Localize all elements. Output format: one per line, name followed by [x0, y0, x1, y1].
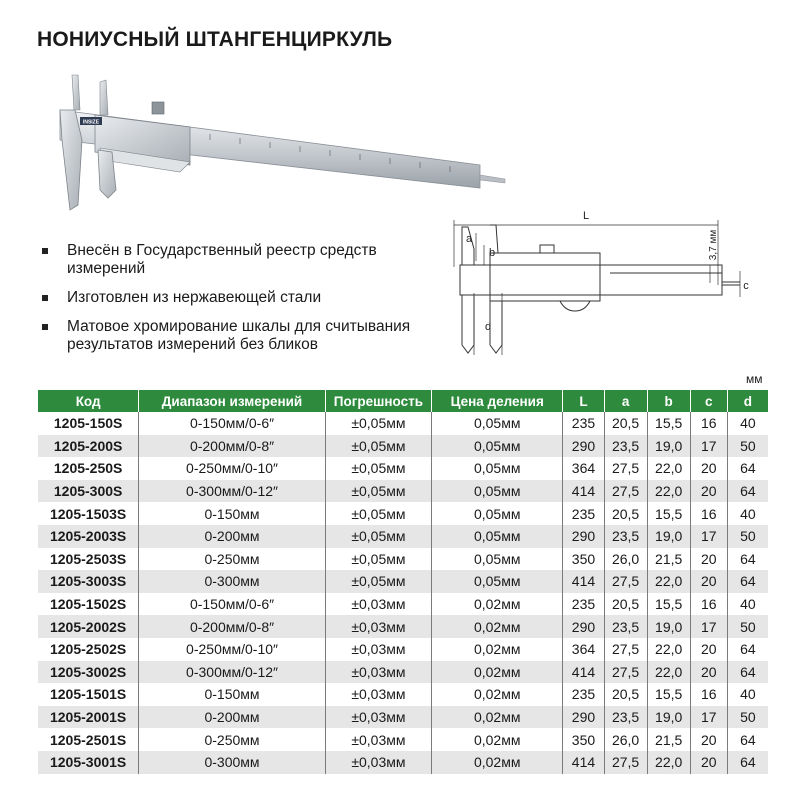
table-cell: 20 [690, 457, 727, 480]
table-cell: 0,05мм [432, 570, 563, 593]
table-cell: 20 [690, 751, 727, 774]
table-cell: 0,02мм [432, 638, 563, 661]
table-cell: 0-250мм [139, 728, 326, 751]
table-cell: ±0,05мм [325, 435, 431, 458]
table-cell: 414 [563, 751, 604, 774]
table-cell: 21,5 [647, 548, 690, 571]
table-cell: 1205-3002S [38, 661, 139, 684]
table-row [38, 435, 768, 458]
table-cell: 0-150мм [139, 683, 326, 706]
table-cell: 0,05мм [432, 502, 563, 525]
table-cell: 1205-2501S [38, 728, 139, 751]
table-row [38, 570, 768, 593]
table-cell: 235 [563, 502, 604, 525]
table-cell: 0-200мм [139, 525, 326, 548]
bullet-icon [42, 295, 48, 301]
col-header-code: Код [38, 390, 139, 412]
table-cell: ±0,03мм [325, 706, 431, 729]
table-cell: 0,05мм [432, 412, 563, 435]
table-cell: 20 [690, 661, 727, 684]
col-header-c: c [690, 390, 727, 412]
table-cell: 64 [727, 661, 768, 684]
dim-c-label: c [743, 280, 749, 292]
table-cell: 0,05мм [432, 548, 563, 571]
table-cell: ±0,05мм [325, 525, 431, 548]
table-cell: 364 [563, 638, 604, 661]
table-cell: 414 [563, 480, 604, 503]
table-cell: 20 [690, 728, 727, 751]
table-cell: 1205-3001S [38, 751, 139, 774]
table-cell: 20,5 [604, 593, 647, 616]
table-row [38, 728, 768, 751]
unit-label: мм [746, 372, 763, 386]
table-cell: 0,02мм [432, 706, 563, 729]
table-cell: 364 [563, 457, 604, 480]
table-cell: ±0,05мм [325, 548, 431, 571]
table-cell: 235 [563, 683, 604, 706]
table-cell: 64 [727, 548, 768, 571]
table-cell: 350 [563, 728, 604, 751]
dim-d-label: d [484, 321, 492, 333]
table-cell: 0-250мм/0-10″ [139, 638, 326, 661]
table-cell: 26,0 [604, 728, 647, 751]
table-cell: ±0,03мм [325, 683, 431, 706]
table-cell: 0-300мм/0-12″ [139, 661, 326, 684]
table-cell: 22,0 [647, 480, 690, 503]
feature-item: Изготовлен из нержавеющей стали [40, 289, 420, 307]
table-cell: 22,0 [647, 570, 690, 593]
table-cell: 22,0 [647, 457, 690, 480]
table-cell: 23,5 [604, 615, 647, 638]
table-cell: 1205-250S [38, 457, 139, 480]
spec-table [38, 390, 768, 774]
table-cell: 350 [563, 548, 604, 571]
table-cell: 0,02мм [432, 593, 563, 616]
table-row [38, 615, 768, 638]
table-cell: 17 [690, 615, 727, 638]
table-cell: 1205-2001S [38, 706, 139, 729]
table-cell: 20,5 [604, 412, 647, 435]
table-row [38, 548, 768, 571]
table-cell: 1205-1501S [38, 683, 139, 706]
table-cell: 0-200мм/0-8″ [139, 615, 326, 638]
col-header-accuracy: Погрешность [325, 390, 431, 412]
table-row [38, 751, 768, 774]
table-cell: 20 [690, 638, 727, 661]
table-cell: 1205-2003S [38, 525, 139, 548]
table-cell: 16 [690, 412, 727, 435]
table-cell: 17 [690, 706, 727, 729]
table-cell: 0,05мм [432, 435, 563, 458]
table-cell: 0,05мм [432, 457, 563, 480]
dim-a-label: a [465, 233, 473, 245]
table-row [38, 525, 768, 548]
table-cell: 16 [690, 683, 727, 706]
table-cell: 23,5 [604, 706, 647, 729]
table-cell: 290 [563, 435, 604, 458]
table-row [38, 661, 768, 684]
table-cell: 0,02мм [432, 661, 563, 684]
col-header-d: d [727, 390, 768, 412]
table-cell: 1205-1503S [38, 502, 139, 525]
table-cell: 20 [690, 480, 727, 503]
feature-list [40, 242, 420, 365]
table-cell: ±0,03мм [325, 638, 431, 661]
table-body [38, 412, 768, 774]
table-cell: 0-150мм/0-6″ [139, 593, 326, 616]
table-cell: 19,0 [647, 435, 690, 458]
table-cell: 15,5 [647, 502, 690, 525]
table-cell: 0,02мм [432, 728, 563, 751]
col-header-L: L [563, 390, 604, 412]
table-cell: 20,5 [604, 502, 647, 525]
table-cell: 23,5 [604, 435, 647, 458]
table-cell: 290 [563, 706, 604, 729]
table-cell: 26,0 [604, 548, 647, 571]
table-cell: 414 [563, 570, 604, 593]
table-cell: 0-200мм/0-8″ [139, 435, 326, 458]
table-cell: ±0,03мм [325, 661, 431, 684]
table-row [38, 412, 768, 435]
table-cell: 50 [727, 435, 768, 458]
col-header-range: Диапазон измерений [139, 390, 326, 412]
table-cell: 1205-2503S [38, 548, 139, 571]
table-cell: 22,0 [647, 661, 690, 684]
table-cell: 23,5 [604, 525, 647, 548]
bullet-icon [42, 248, 48, 254]
table-cell: 21,5 [647, 728, 690, 751]
table-cell: 20 [690, 570, 727, 593]
table-cell: 19,0 [647, 525, 690, 548]
table-row [38, 638, 768, 661]
table-cell: 20 [690, 548, 727, 571]
table-cell: ±0,03мм [325, 593, 431, 616]
table-cell: ±0,05мм [325, 480, 431, 503]
table-cell: 1205-150S [38, 412, 139, 435]
table-cell: 27,5 [604, 480, 647, 503]
table-cell: 0-250мм [139, 548, 326, 571]
table-cell: 0-150мм [139, 502, 326, 525]
feature-item: Матовое хромирование шкалы для считывания результатов измерений без бликов [40, 318, 420, 354]
table-cell: 16 [690, 593, 727, 616]
table-row [38, 480, 768, 503]
table-cell: ±0,05мм [325, 502, 431, 525]
table-cell: 15,5 [647, 593, 690, 616]
table-cell: ±0,05мм [325, 457, 431, 480]
table-cell: 40 [727, 412, 768, 435]
table-cell: 16 [690, 502, 727, 525]
table-cell: 19,0 [647, 615, 690, 638]
table-cell: 0,02мм [432, 683, 563, 706]
col-header-b: b [647, 390, 690, 412]
table-cell: 64 [727, 570, 768, 593]
table-cell: 27,5 [604, 751, 647, 774]
table-cell: 22,0 [647, 751, 690, 774]
table-cell: 1205-2002S [38, 615, 139, 638]
table-cell: 0-250мм/0-10″ [139, 457, 326, 480]
table-cell: 19,0 [647, 706, 690, 729]
feature-item: Внесён в Государственный реестр средств измерений [40, 242, 420, 278]
col-header-division: Цена деления [432, 390, 563, 412]
table-cell: 27,5 [604, 661, 647, 684]
table-row [38, 502, 768, 525]
table-header-row [38, 390, 768, 412]
table-cell: 15,5 [647, 412, 690, 435]
table-cell: 17 [690, 525, 727, 548]
page-title: НОНИУСНЫЙ ШТАНГЕНЦИРКУЛЬ [37, 28, 393, 51]
table-cell: 27,5 [604, 457, 647, 480]
table-cell: 0-300мм [139, 570, 326, 593]
table-row [38, 593, 768, 616]
table-cell: ±0,05мм [325, 412, 431, 435]
table-cell: 64 [727, 751, 768, 774]
table-cell: 64 [727, 480, 768, 503]
table-cell: 27,5 [604, 638, 647, 661]
table-cell: 1205-1502S [38, 593, 139, 616]
table-cell: 0-150мм/0-6″ [139, 412, 326, 435]
table-cell: 17 [690, 435, 727, 458]
table-cell: 0,02мм [432, 751, 563, 774]
table-cell: ±0,03мм [325, 728, 431, 751]
table-cell: 235 [563, 593, 604, 616]
dim-b-label: b [488, 247, 496, 259]
table-cell: 22,0 [647, 638, 690, 661]
table-cell: ±0,03мм [325, 751, 431, 774]
table-cell: 1205-300S [38, 480, 139, 503]
table-cell: 1205-3003S [38, 570, 139, 593]
table-cell: 64 [727, 638, 768, 661]
brand-label: INSIZE [82, 119, 100, 126]
caliper-drawing [440, 205, 760, 365]
table-row [38, 706, 768, 729]
table-cell: 1205-200S [38, 435, 139, 458]
dim-L-label: L [582, 210, 590, 222]
table-cell: ±0,05мм [325, 570, 431, 593]
table-cell: 20,5 [604, 683, 647, 706]
table-cell: 50 [727, 615, 768, 638]
table-cell: 290 [563, 525, 604, 548]
dim-37-label: 3,7 мм [708, 229, 719, 261]
table-cell: 235 [563, 412, 604, 435]
table-cell: 0-300мм/0-12″ [139, 480, 326, 503]
table-cell: 290 [563, 615, 604, 638]
table-cell: 27,5 [604, 570, 647, 593]
table-row [38, 457, 768, 480]
table-cell: 15,5 [647, 683, 690, 706]
table-cell: 64 [727, 728, 768, 751]
table-cell: 50 [727, 525, 768, 548]
bullet-icon [42, 324, 48, 330]
table-cell: 1205-2502S [38, 638, 139, 661]
table-cell: 0,05мм [432, 525, 563, 548]
table-cell: 0-200мм [139, 706, 326, 729]
table-cell: 64 [727, 457, 768, 480]
table-cell: 40 [727, 502, 768, 525]
table-cell: 0,02мм [432, 615, 563, 638]
table-row [38, 683, 768, 706]
table-cell: 0,05мм [432, 480, 563, 503]
table-cell: ±0,03мм [325, 615, 431, 638]
table-cell: 40 [727, 683, 768, 706]
col-header-a: a [604, 390, 647, 412]
table-cell: 40 [727, 593, 768, 616]
table-cell: 50 [727, 706, 768, 729]
caliper-photo [40, 70, 510, 220]
table-cell: 414 [563, 661, 604, 684]
table-cell: 0-300мм [139, 751, 326, 774]
